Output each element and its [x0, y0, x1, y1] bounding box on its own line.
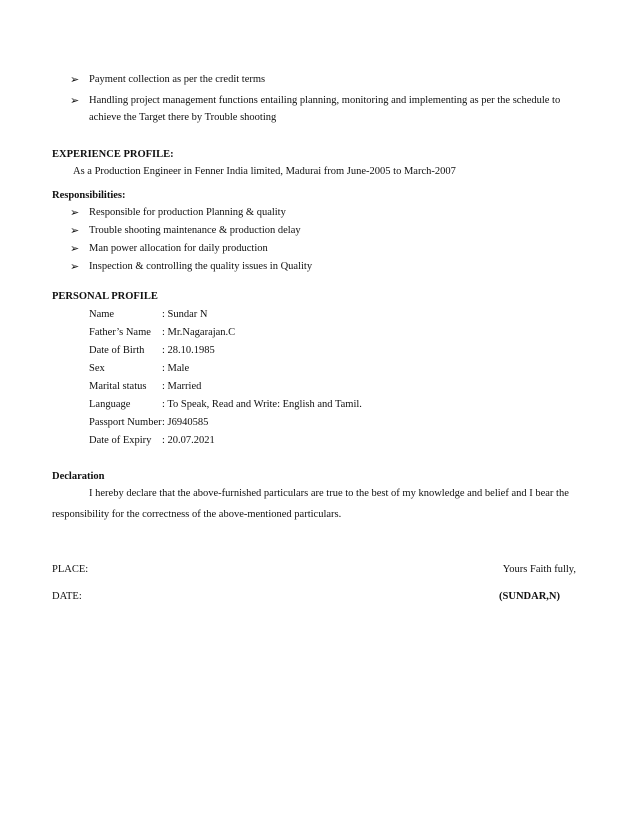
- profile-label: Language: [89, 399, 131, 410]
- bullet-text: Handling project management functions entailing planning, monitoring and implementing as per the schedule to: [89, 95, 561, 106]
- place-label: PLACE:: [52, 564, 89, 575]
- profile-label: Sex: [89, 363, 105, 374]
- bullet-text-continued: achieve the Target there by Trouble shooting: [89, 112, 277, 123]
- responsibilities-heading: Responsibilities:: [52, 190, 126, 201]
- closing-text: Yours Faith fully,: [502, 564, 576, 575]
- profile-value: : Married: [162, 381, 202, 392]
- profile-value: : Sundar N: [162, 309, 208, 320]
- profile-value: : 28.10.1985: [162, 345, 215, 356]
- profile-value: : To Speak, Read and Write: English and Tamil.: [162, 399, 362, 410]
- bullet-arrow-icon: ➢: [70, 225, 80, 237]
- bullet-arrow-icon: ➢: [70, 95, 80, 107]
- bullet-arrow-icon: ➢: [70, 74, 80, 86]
- responsibility-item: Inspection & controlling the quality issues in Quality: [89, 261, 313, 272]
- experience-text: As a Production Engineer in Fenner India limited, Madurai from June-2005 to March-2007: [73, 166, 456, 177]
- profile-value: : Male: [162, 363, 190, 374]
- personal-heading: PERSONAL PROFILE: [52, 291, 158, 302]
- bullet-arrow-icon: ➢: [70, 261, 80, 273]
- profile-label: Father’s Name: [89, 327, 151, 338]
- responsibility-item: Man power allocation for daily production: [89, 243, 268, 254]
- signature-name: (SUNDAR,N): [499, 591, 560, 602]
- date-label: DATE:: [52, 591, 82, 602]
- profile-label: Date of Expiry: [89, 435, 152, 446]
- declaration-heading: Declaration: [52, 471, 105, 482]
- profile-label: Passport Number: [89, 417, 162, 428]
- declaration-line: I hereby declare that the above-furnished particulars are true to the best of my knowledge and belief and I bear the: [89, 488, 569, 499]
- responsibility-item: Trouble shooting maintenance & production delay: [89, 225, 301, 236]
- profile-label: Marital status: [89, 381, 147, 392]
- profile-value: : 20.07.2021: [162, 435, 215, 446]
- profile-label: Date of Birth: [89, 345, 145, 356]
- profile-value: : J6940585: [162, 417, 209, 428]
- bullet-arrow-icon: ➢: [70, 207, 80, 219]
- responsibility-item: Responsible for production Planning & quality: [89, 207, 286, 218]
- profile-label: Name: [89, 309, 115, 320]
- bullet-arrow-icon: ➢: [70, 243, 80, 255]
- bullet-text: Payment collection as per the credit terms: [89, 74, 266, 85]
- declaration-line: responsibility for the correctness of the above-mentioned particulars.: [52, 509, 342, 520]
- profile-value: : Mr.Nagarajan.C: [162, 327, 236, 338]
- experience-heading: EXPERIENCE PROFILE:: [52, 149, 174, 160]
